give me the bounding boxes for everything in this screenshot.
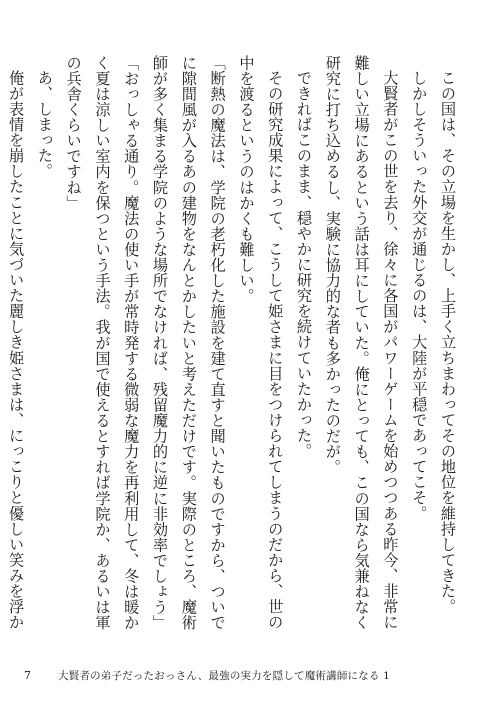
paragraph-4: できればこのまま、穏やかに研究を続けていたかった。	[295, 70, 314, 459]
paragraph-1: この国は、その立場を生かし、上手く立ちまわってその地位を維持してきた。	[439, 70, 457, 615]
paragraph-7: 俺が表情を崩したことに気づいた麗しき姫さまは、にっこりと優しい笑みを浮か	[7, 70, 26, 630]
paragraph-5: その研究成果によって、こうして姫さまに目をつけられてしまうのだから、世の中を渡るというのはかくも難しい。	[237, 55, 285, 630]
dialogue-2: 「おっしゃる通り。魔法の使い手が常時発する微弱な魔力を再利用して、冬は暖かく夏は涼しい室内を保つという手法。我が国で使えるとすれば学院か、あるいは軍の兵舎くらいですね」	[64, 55, 141, 631]
paragraph-3: 大賢者がこの世を去り、徐々に各国がパワーゲームを始めつつある昨今、非常に難しい立場にあるという話は耳にしていた。俺にとっても、この国なら気兼ねなく研究に打ち込めるし、実験に協力的な者も多かったのだが。	[323, 55, 400, 631]
page-footer	[24, 668, 390, 684]
paragraph-2: しかしそういった外交が通じるのは、大陸が平穏であってこそ。	[410, 70, 429, 522]
vertical-body-text	[7, 55, 462, 639]
paragraph-6: あ、しまった。	[35, 70, 54, 180]
dialogue-1: 「断熱の魔法は、学院の老朽化した施設を建て直すと聞いたものですから、ついでに隙間風が入るあの建物をなんとかしたいと考えただけです。実際のところ、魔術師が多く集まる学院のような場所でなければ、残留魔力的に逆に非効率でしょう」	[151, 55, 227, 631]
running-title: 大賢者の弟子だったおっさん、最強の実力を隠して魔術講師になる 1	[58, 670, 391, 682]
page-number: 7	[24, 669, 31, 682]
